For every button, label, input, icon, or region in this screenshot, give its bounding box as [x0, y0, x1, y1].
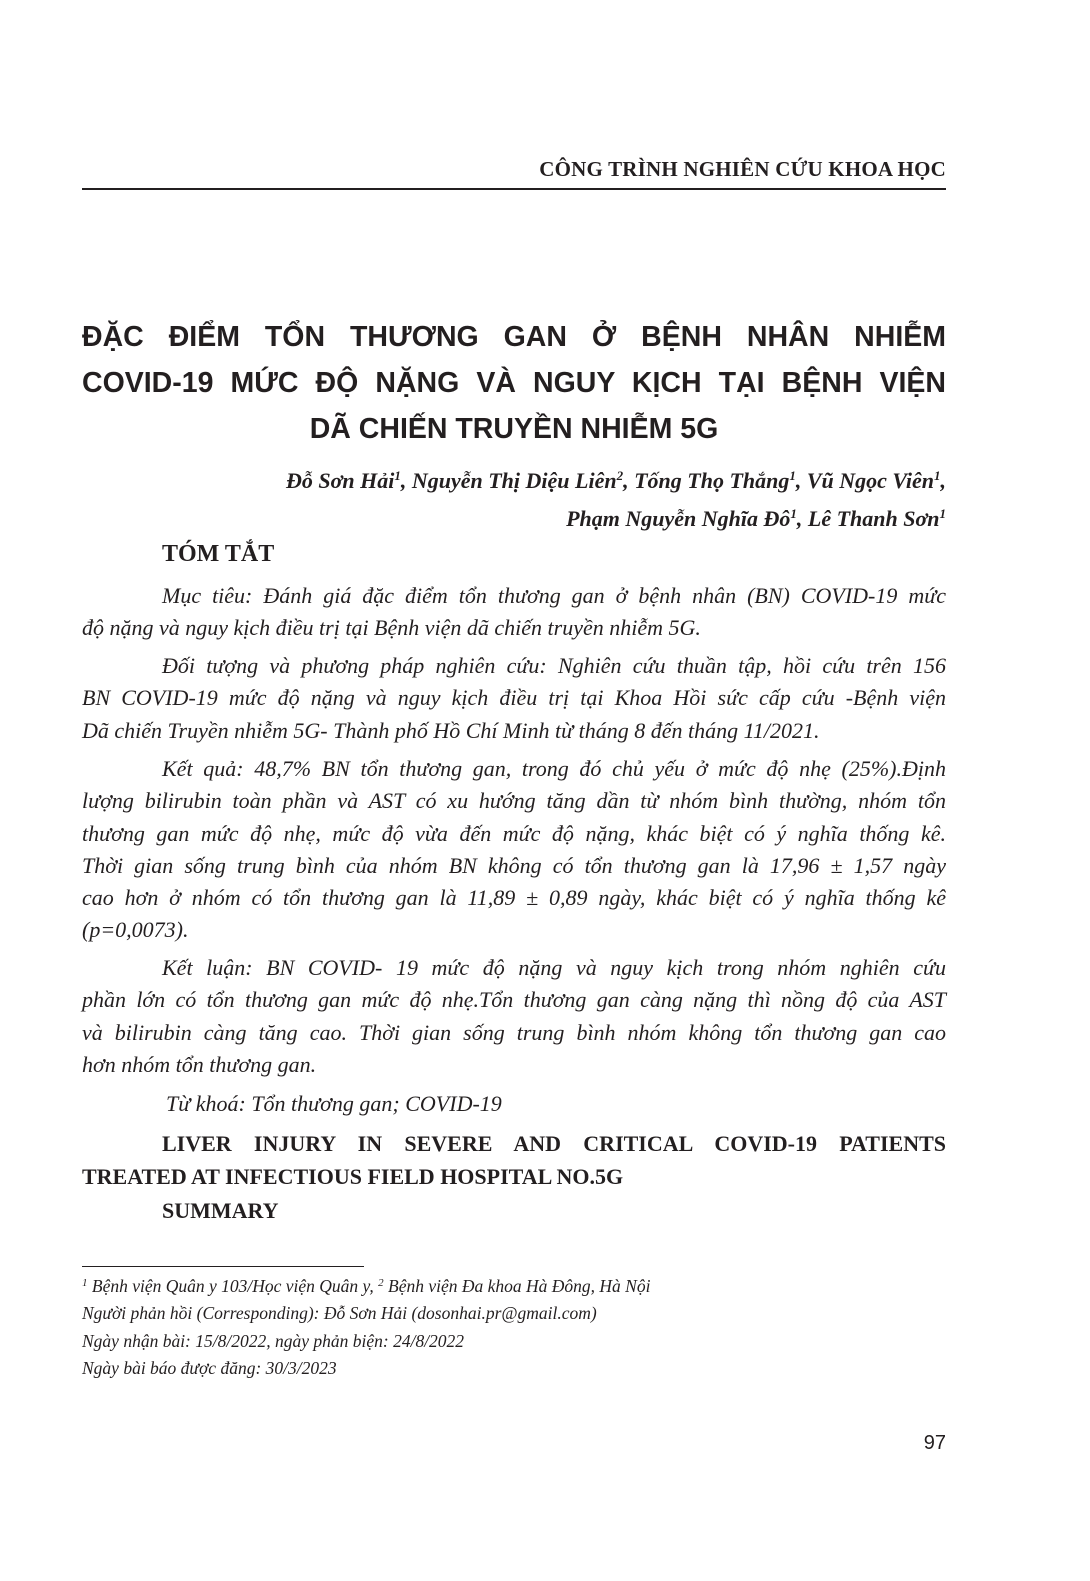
- author-list: [82, 462, 946, 538]
- text-line: Kết quả: 48,7% BN tổn thương gan, trong đó chủ yếu ở mức độ nhẹ (25%).Định: [162, 756, 946, 781]
- published-date: Ngày bài báo được đăng: 30/3/2023: [82, 1357, 337, 1378]
- running-header: CÔNG TRÌNH NGHIÊN CỨU KHOA HỌC: [539, 157, 946, 181]
- keywords-line: Từ khoá: Tổn thương gan; COVID-19: [166, 1091, 502, 1116]
- author-line: [82, 462, 946, 500]
- text-line: Mục tiêu: Đánh giá đặc điểm tổn thương gan ở bệnh nhân (BN) COVID-19 mức: [162, 583, 946, 608]
- abstract-objective: [82, 580, 946, 645]
- corresponding-author: Người phản hồi (Corresponding): Đỗ Sơn Hải (dosonhai.pr@gmail.com): [82, 1303, 597, 1324]
- english-title-line: LIVER INJURY IN SEVERE AND CRITICAL COVID-19 PATIENTS: [162, 1131, 946, 1156]
- affiliation-text: Bệnh viện Đa khoa Hà Đông, Hà Nội: [383, 1276, 651, 1296]
- affiliation-mark: 1: [394, 468, 401, 483]
- summary-heading: SUMMARY: [162, 1198, 279, 1223]
- text-line: (p=0,0073).: [82, 917, 189, 943]
- title-line: ĐẶC ĐIỂM TỔN THƯƠNG GAN Ở BỆNH NHÂN NHIỄM: [82, 321, 946, 353]
- abstract-conclusion: [82, 952, 946, 1081]
- author-name: Vũ Ngọc Viên: [806, 468, 934, 493]
- english-title-line: TREATED AT INFECTIOUS FIELD HOSPITAL NO.5G: [82, 1163, 624, 1189]
- author-separator: ,: [795, 468, 807, 493]
- affiliation-mark: 1: [790, 506, 797, 521]
- text-line: lượng bilirubin toàn phần và AST có xu hướng tăng dần từ nhóm bình thường, nhóm tổn: [82, 788, 946, 814]
- author-separator: ,: [623, 468, 635, 493]
- received-date: Ngày nhận bài: 15/8/2022, ngày phản biện: 24/8/2022: [82, 1330, 465, 1351]
- author-separator: ,: [796, 506, 808, 531]
- text-line: Thời gian sống trung bình của nhóm BN không có tổn thương gan là 17,96 ± 1,57 ngày: [82, 852, 946, 878]
- keywords: [82, 1088, 946, 1120]
- affiliation-mark: 1: [789, 468, 796, 483]
- text-line: hơn nhóm tổn thương gan.: [82, 1051, 317, 1077]
- author-name: Đỗ Sơn Hải: [285, 468, 395, 493]
- page-number: 97: [923, 1432, 946, 1454]
- abstract-results: [82, 753, 946, 947]
- text-line: thương gan mức độ nhẹ, mức độ vừa đến mức độ nặng, khác biệt có ý nghĩa thống kê.: [82, 820, 946, 846]
- text-line: độ nặng và nguy kịch điều trị tại Bệnh viện dã chiến truyền nhiễm 5G.: [82, 615, 701, 641]
- header-divider: [82, 188, 946, 190]
- affiliation-text: Bệnh viện Quân y 103/Học viện Quân y,: [87, 1276, 379, 1296]
- affiliation-mark: 2: [616, 468, 624, 483]
- affiliation-mark: 1: [82, 1277, 88, 1289]
- text-line: Đối tượng và phương pháp nghiên cứu: Nghiên cứu thuần tập, hồi cứu trên 156: [162, 653, 946, 678]
- abstract-heading: TÓM TẮT: [162, 541, 275, 567]
- title-line: COVID-19 MỨC ĐỘ NẶNG VÀ NGUY KỊCH TẠI BỆNH VIỆN: [82, 367, 946, 399]
- title-line: DÃ CHIẾN TRUYỀN NHIỄM 5G: [309, 413, 719, 445]
- footnotes: [82, 1273, 946, 1382]
- text-line: phần lớn có tổn thương gan mức độ nhẹ.Tổn thương gan càng nặng thì nồng độ của AST: [82, 987, 946, 1013]
- text-line: Dã chiến Truyền nhiễm 5G- Thành phố Hồ Chí Minh từ tháng 8 đến tháng 11/2021.: [82, 717, 820, 743]
- affiliation-mark: 1: [939, 506, 946, 521]
- text-line: Kết luận: BN COVID- 19 mức độ nặng và nguy kịch trong nhóm nghiên cứu: [162, 955, 946, 980]
- author-separator: ,: [940, 468, 946, 493]
- author-name: Nguyễn Thị Diệu Liên: [411, 468, 617, 493]
- affiliation-footnote: [82, 1273, 946, 1300]
- author-name: Tống Thọ Thắng: [634, 468, 790, 493]
- text-line: cao hơn ở nhóm có tổn thương gan là 11,89 ± 0,89 ngày, khác biệt có ý nghĩa thống kê: [82, 885, 946, 911]
- text-line: BN COVID-19 mức độ nặng và nguy kịch điều trị tại Khoa Hồi sức cấp cứu -Bệnh viện: [82, 685, 946, 711]
- affiliation-mark: 1: [934, 468, 941, 483]
- english-title: [82, 1128, 946, 1193]
- author-name: Phạm Nguyễn Nghĩa Đô: [566, 506, 791, 531]
- author-name: Lê Thanh Sơn: [807, 506, 940, 531]
- author-line: [82, 500, 946, 538]
- abstract-methods: [82, 650, 946, 747]
- article-title: [82, 314, 946, 452]
- author-separator: ,: [400, 468, 412, 493]
- footnote-divider: [82, 1266, 364, 1267]
- affiliation-mark: 2: [378, 1277, 384, 1289]
- text-line: và bilirubin càng tăng cao. Thời gian sống trung bình nhóm không tổn thương gan cao: [82, 1019, 946, 1045]
